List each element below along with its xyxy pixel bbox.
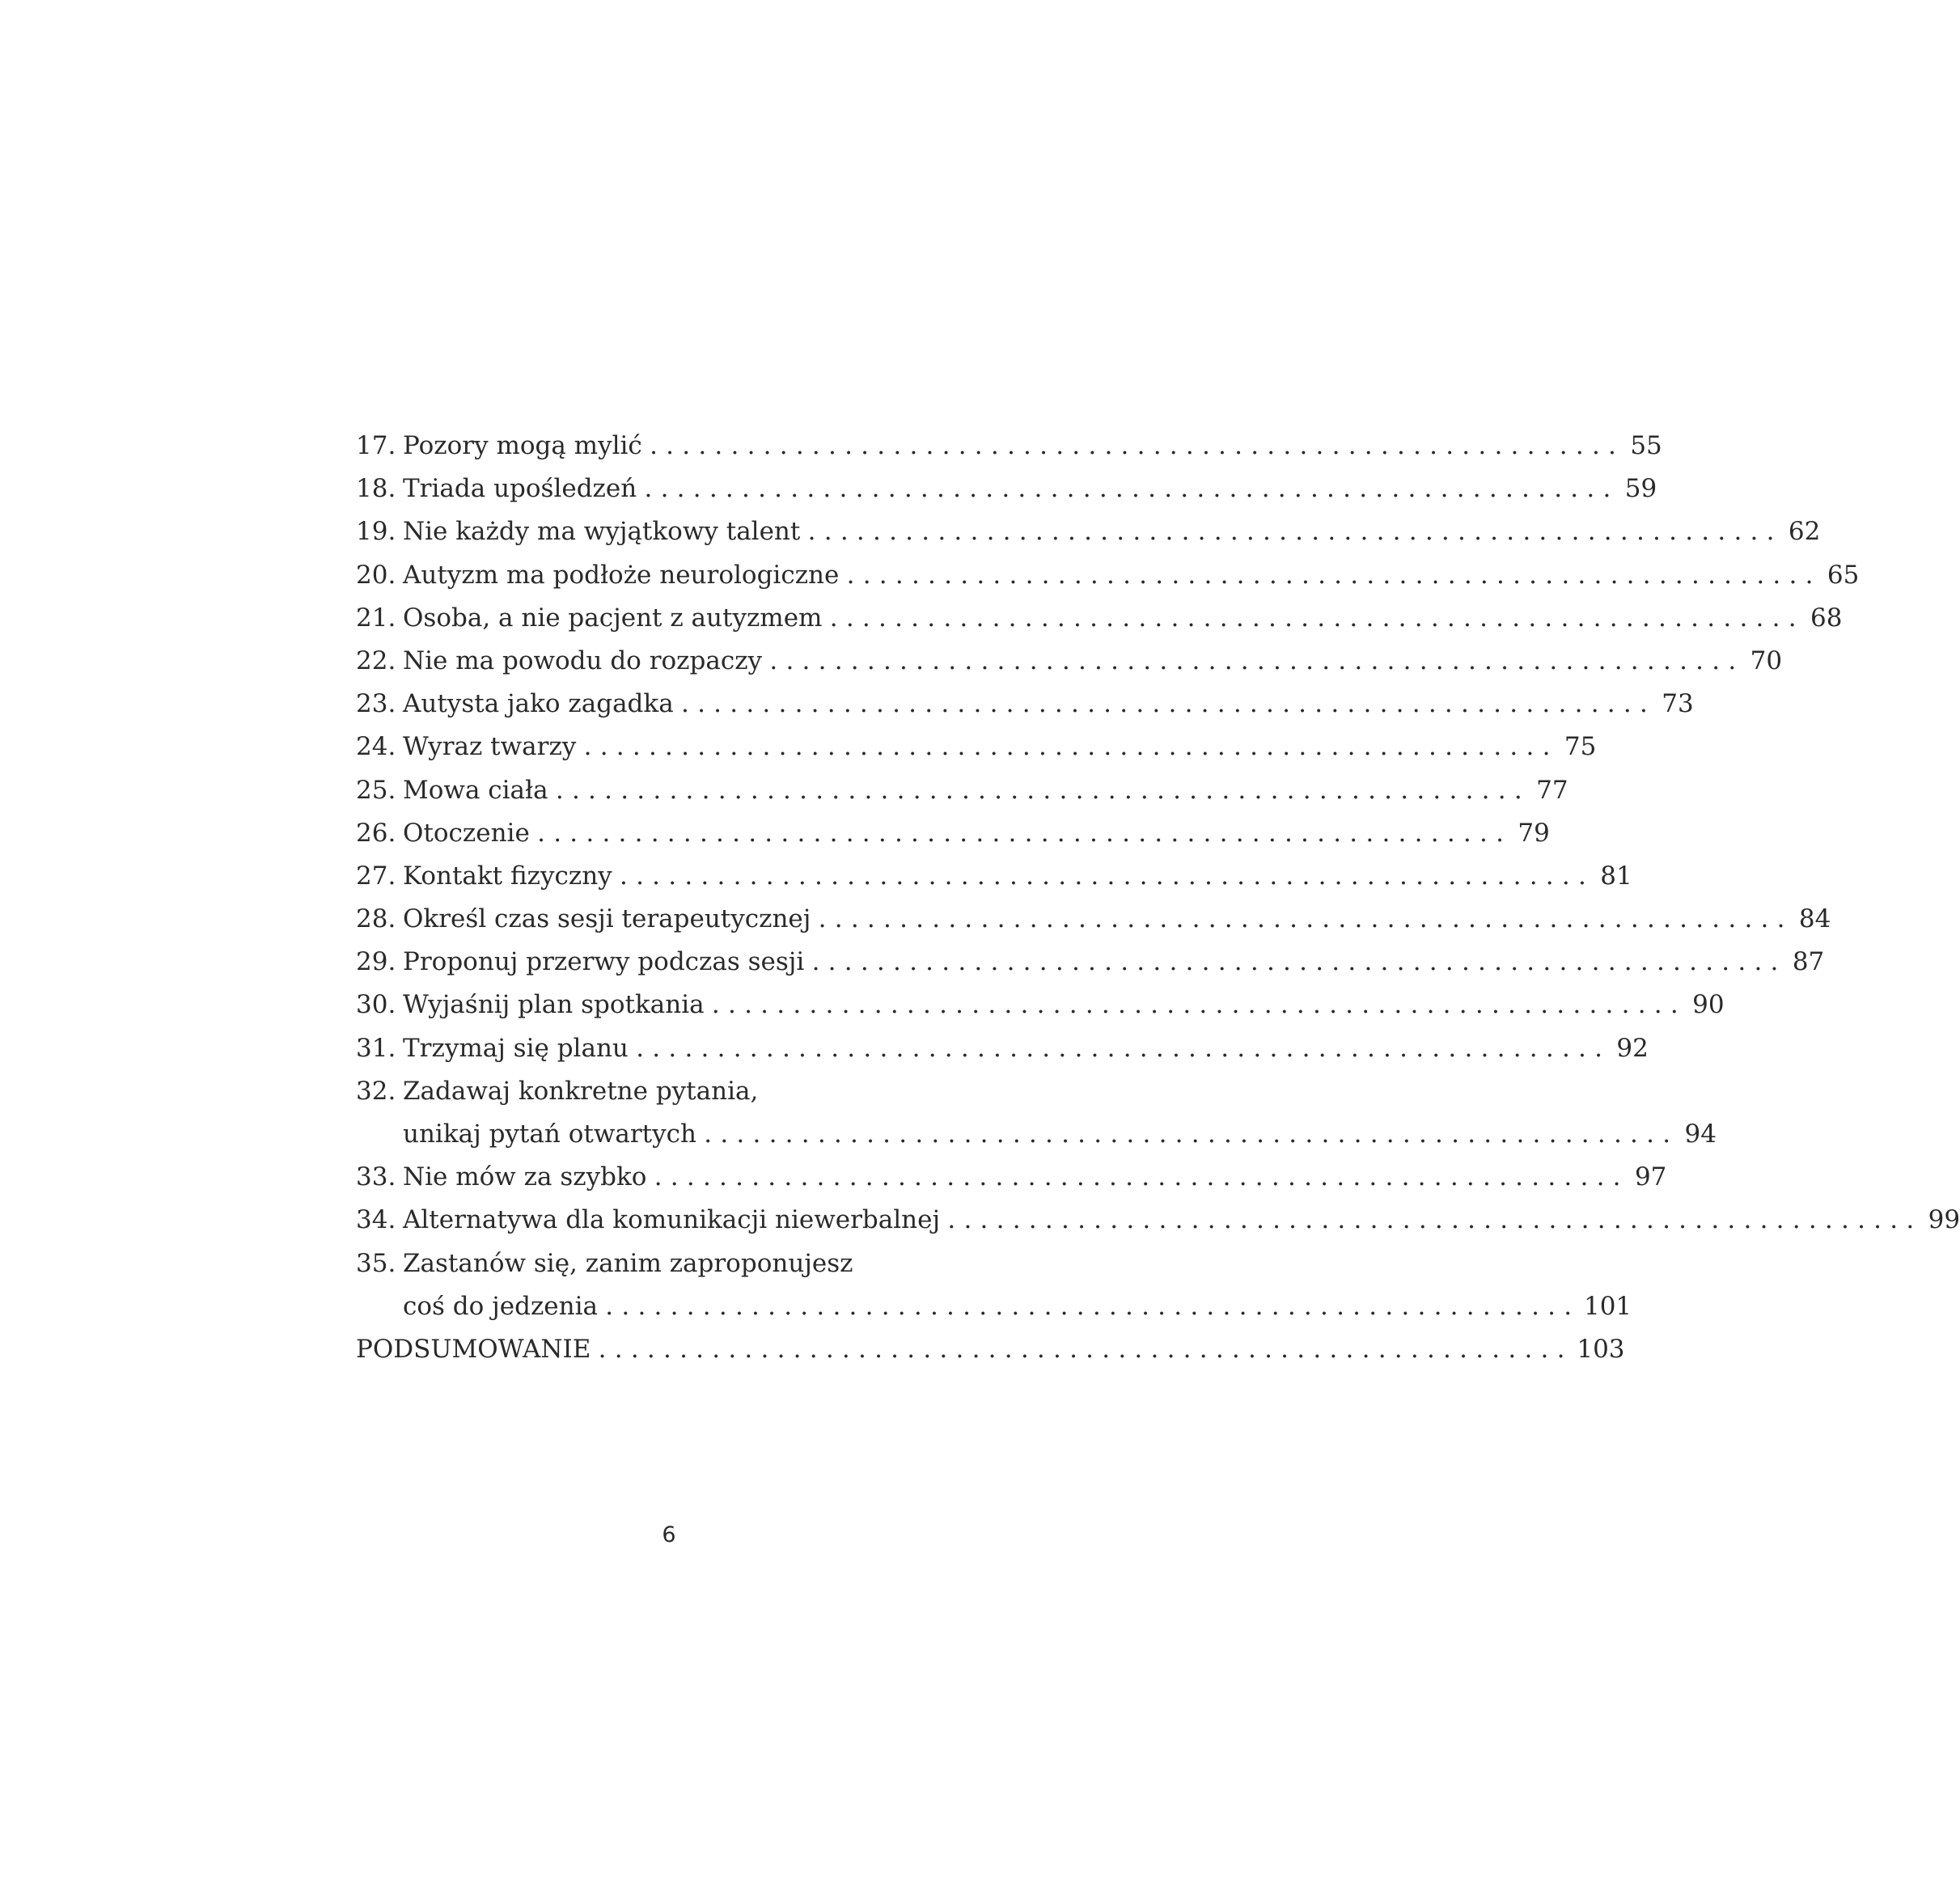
toc-entry-page: 70 [1750, 645, 1783, 675]
toc-leader-dots: ............................................................ [846, 560, 1822, 590]
toc-entry-page: 101 [1583, 1291, 1632, 1321]
toc-entry-page: 99 [1928, 1205, 1960, 1235]
toc-leader-dots: ............................................................ [711, 990, 1687, 1020]
toc-entry-title: Triada upośledzeń [403, 474, 637, 504]
toc-entry-title: Autyzm ma podłoże neurologiczne [403, 560, 840, 590]
toc-leader-dots: ............................................................ [829, 603, 1805, 633]
toc-entry [356, 984, 1725, 1026]
toc-entry [356, 898, 1831, 941]
toc-entry [356, 597, 1843, 640]
toc-entry [356, 554, 1860, 597]
toc-entry-title: Określ czas sesji terapeutycznej [403, 904, 811, 934]
toc-entry-number: 31. [356, 1033, 396, 1063]
toc-entry-title: Nie mów za szybko [403, 1162, 647, 1192]
toc-entry-page: 79 [1518, 818, 1550, 848]
toc-entry-number: 18. [356, 474, 396, 504]
toc-entry-page: 81 [1600, 861, 1632, 891]
toc-entry-title: PODSUMOWANIE [356, 1334, 591, 1364]
toc-leader-dots: ............................................................ [650, 431, 1625, 460]
toc-entry-page: 84 [1798, 904, 1831, 934]
toc-leader-dots: ............................................................ [605, 1291, 1581, 1321]
toc-entry [356, 855, 1632, 898]
toc-entry-title: Pozory mogą mylić [403, 431, 642, 460]
toc-leader-dots: ............................................................ [619, 861, 1595, 891]
toc-entry-title: Zadawaj konkretne pytania, [403, 1076, 759, 1106]
toc-entry-page: 103 [1577, 1334, 1625, 1364]
toc-entry-title: Alternatywa dla komunikacji niewerbalnej [403, 1205, 941, 1235]
toc-entry-title: Wyjaśnij plan spotkania [403, 990, 705, 1020]
toc-entry-page: 73 [1662, 689, 1694, 719]
toc-entry-page: 75 [1564, 732, 1597, 762]
toc-entry-page: 92 [1616, 1033, 1649, 1063]
toc-entry-number: 33. [356, 1162, 396, 1192]
toc-entry [356, 425, 1662, 468]
toc-entry [356, 468, 1657, 510]
toc-entry-number: 24. [356, 732, 396, 762]
toc-entry-title: Otoczenie [403, 818, 530, 848]
toc-entry [356, 640, 1783, 683]
toc-leader-dots: ............................................................ [818, 904, 1793, 934]
table-of-contents [356, 425, 1960, 1371]
toc-entry-number: 20. [356, 560, 396, 590]
toc-entry-title: Autysta jako zagadka [403, 689, 674, 719]
toc-leader-dots: ............................................................ [583, 732, 1559, 762]
toc-entry-page: 94 [1684, 1120, 1717, 1149]
toc-entry-number: 28. [356, 904, 396, 934]
toc-entry-page: 87 [1792, 947, 1825, 977]
toc-entry-page: 55 [1630, 431, 1662, 460]
toc-entry-title: Osoba, a nie pacjent z autyzmem [403, 603, 823, 633]
toc-entry-number: 35. [356, 1248, 396, 1278]
toc-entry [356, 769, 1568, 812]
toc-entry-number: 30. [356, 990, 396, 1020]
toc-leader-dots: ............................................................ [654, 1162, 1629, 1192]
toc-leader-dots: ............................................................ [680, 689, 1657, 719]
toc-entry [356, 812, 1550, 855]
toc-entry-number: 27. [356, 861, 396, 891]
toc-entry [356, 1242, 971, 1285]
toc-entry [356, 1285, 1632, 1328]
toc-entry [356, 1070, 971, 1113]
toc-entry-title: Wyraz twarzy [403, 732, 577, 762]
toc-entry-page: 68 [1810, 603, 1843, 633]
toc-leader-dots: ............................................................ [537, 818, 1513, 848]
toc-entry-page: 59 [1624, 474, 1657, 504]
toc-entry-title: Trzymaj się planu [403, 1033, 629, 1063]
toc-entry-number: 32. [356, 1076, 396, 1106]
toc-entry [356, 1328, 1625, 1371]
toc-entry-page: 77 [1536, 775, 1568, 805]
toc-entry-number: 23. [356, 689, 396, 719]
toc-leader-dots: ............................................................ [947, 1205, 1923, 1235]
toc-entry-title: Nie każdy ma wyjątkowy talent [403, 517, 801, 547]
toc-entry [356, 510, 1821, 553]
toc-entry-title: Proponuj przerwy podczas sesji [403, 947, 805, 977]
toc-leader-dots: ............................................................ [598, 1334, 1573, 1364]
toc-entry-page: 90 [1692, 990, 1725, 1020]
toc-leader-dots: ............................................................ [555, 775, 1530, 805]
toc-leader-dots: ............................................................ [704, 1120, 1679, 1149]
toc-entry [356, 941, 1825, 984]
toc-entry-number: 21. [356, 603, 396, 633]
toc-entry-page: 97 [1634, 1162, 1667, 1192]
toc-entry [356, 1199, 1960, 1242]
toc-leader-dots: ............................................................ [636, 1033, 1611, 1063]
toc-entry [356, 1113, 1717, 1156]
toc-entry-title: Kontakt fizyczny [403, 861, 612, 891]
page-number: 6 [662, 1522, 676, 1547]
toc-leader-dots: ............................................................ [807, 517, 1783, 547]
toc-entry-number: 26. [356, 818, 396, 848]
toc-entry [356, 1027, 1649, 1070]
toc-entry-number: 22. [356, 645, 396, 675]
toc-entry-number: 25. [356, 775, 396, 805]
toc-entry [356, 726, 1597, 768]
toc-entry [356, 683, 1694, 726]
toc-leader-dots: ............................................................ [644, 474, 1619, 504]
toc-entry-page: 65 [1827, 560, 1860, 590]
toc-entry [356, 1156, 1667, 1199]
toc-entry-title: coś do jedzenia [403, 1291, 598, 1321]
toc-entry-title: Nie ma powodu do rozpaczy [403, 645, 763, 675]
toc-entry-title: Zastanów się, zanim zaproponujesz [403, 1248, 853, 1278]
toc-entry-number: 29. [356, 947, 396, 977]
toc-entry-number: 19. [356, 517, 396, 547]
toc-entry-page: 62 [1788, 517, 1821, 547]
toc-entry-number: 17. [356, 431, 396, 460]
toc-entry-title: unikaj pytań otwartych [403, 1120, 696, 1149]
toc-leader-dots: ............................................................ [769, 645, 1745, 675]
toc-leader-dots: ............................................................ [811, 947, 1787, 977]
toc-entry-number: 34. [356, 1205, 396, 1235]
toc-entry-title: Mowa ciała [403, 775, 548, 805]
